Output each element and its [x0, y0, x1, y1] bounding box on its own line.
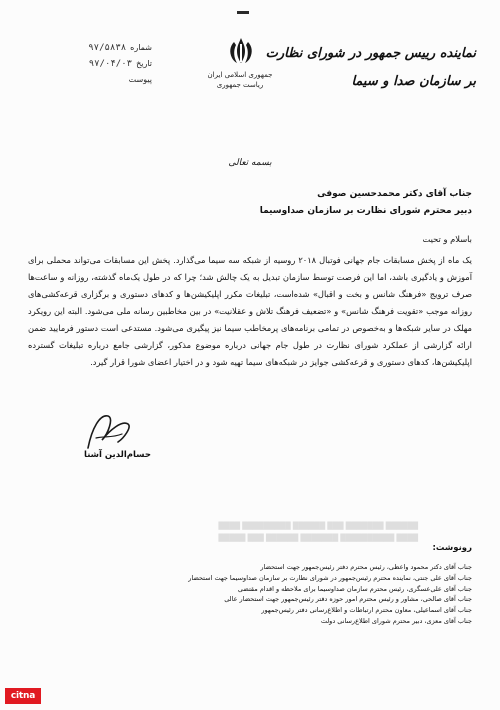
number-value: ۹۷/۵۸۳۸: [88, 43, 127, 53]
number-label: شماره: [130, 43, 152, 52]
date-label: تاریخ: [136, 59, 152, 68]
watermark-text: citna: [10, 691, 36, 701]
cc-item: جناب آقای اسماعیلی، معاون محترم ارتباطات و اطلاع‌رسانی دفتر رئیس‌جمهور: [261, 606, 472, 615]
signature-image: [78, 408, 136, 454]
letter-meta: [32, 40, 152, 87]
number-row: [32, 40, 152, 56]
representative-title-line-2: بر سازمان صدا و سیما: [351, 74, 476, 89]
cc-item: جناب آقای صالحی، مشاور و رئیس محترم امور حوزه دفتر رئیس‌جمهور جهت استحضار عالی: [224, 595, 472, 604]
attachment-row: [32, 72, 152, 87]
greeting: باسلام و تحیت: [422, 234, 472, 244]
attachment-label: پیوست: [128, 75, 152, 84]
bismillah: بسمه تعالی: [228, 158, 272, 168]
representative-title-line-1: نماینده رییس جمهور در شورای نظارت: [265, 46, 476, 61]
addressee-position: دبیر محترم شورای نظارت بر سازمان صداوسیما: [259, 206, 472, 216]
date-value: ۹۷/۰۴/۰۳: [88, 59, 133, 69]
date-row: [32, 56, 152, 72]
presidency-name: ریاست جمهوری: [216, 81, 264, 89]
cc-item: جناب آقای علی جنتی، نماینده محترم رئیس‌جمهور در شورای نظارت بر سازمان صداوسیما جهت استحضار: [188, 573, 472, 582]
top-mark: [237, 11, 249, 14]
signer-name: حسام‌الدین آشنا: [84, 450, 151, 460]
citna-watermark: [5, 688, 41, 704]
addressee: [52, 186, 472, 220]
bleed-through-text: ██████ ███████ ███ ██████ █████████ ████ ████ ██████████ ███████ ██████ ███ █████: [218, 522, 418, 542]
cc-item: جناب آقای علی‌عسگری، رئیس محترم سازمان صداوسیما برای ملاحظه و اقدام مقتضی: [237, 584, 472, 593]
cc-list: [42, 562, 472, 627]
government-name: جمهوری اسلامی ایران: [207, 71, 273, 79]
letter-body: یک ماه از پخش مسابقات جام جهانی فوتبال ۲۰۱۸ روسیه از شبکه سه سیما می‌گذارد. پخش این مسابقات می‌تواند محملی برای آموزش و یادگیری باشد، اما این فرصت توسط سازمان تبدیل به یک چالش شد؛ چرا که در طول یک‌ماه گذشته، روزانه و ساعت‌ها صرف ترویج «فرهنگ شانس و بخت و اقبال» شده‌است، تبلیغات مکرر اپلیکیشن‌ها و کدهای دستوری و برگزاری قرعه‌کشی‌های روزانه موجب «تقویت فرهنگ شانس» و «تضعیف فرهنگ تلاش و عقلانیت» در بین مخاطبین رسانه ملی می‌شود. البته این رویکرد مهلک در سایر شبکه‌ها و به‌خصوص در تمامی برنامه‌های پرمخاطب سیما نیز پیگیری می‌شود. مستدعی است دستور فرمایید ضمن ارائه گزارشی از عملکرد شورای نظارت در طول جام جهانی درباره موضوع مذکور، گزارشی جامع درباره تبلیغات گسترده اپلیکیشن‌ها، کدهای دستوری و قرعه‌کشی جوایز در شبکه‌های سیما تهیه شود و در اختیار اعضای شورا قرار گیرد.: [28, 255, 472, 367]
representative-title: [266, 40, 476, 96]
cc-title: رونوشت:: [432, 543, 472, 553]
cc-item: جناب آقای دکتر محمود واعظی، رئیس محترم دفتر رئیس‌جمهور جهت استحضار: [260, 563, 472, 571]
addressee-name: جناب آقای دکتر محمدحسین صوفی: [317, 189, 472, 199]
iran-emblem-icon: [226, 36, 256, 66]
cc-item: جناب آقای معزی، دبیر محترم شورای اطلاع‌رسانی دولت: [320, 616, 472, 625]
